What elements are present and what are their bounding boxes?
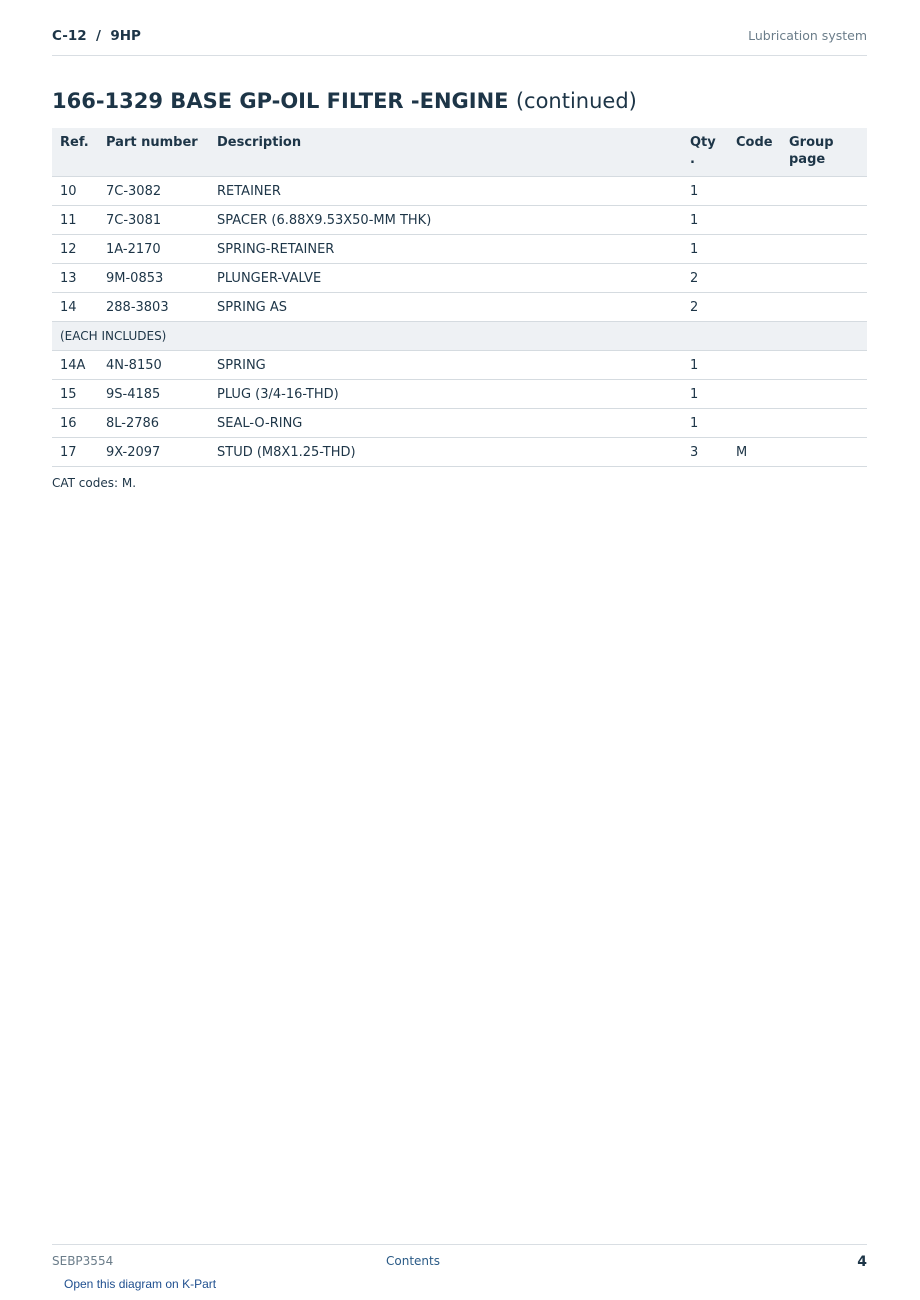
header-qty: Qty . [682, 128, 728, 177]
cell-part-number: 9X-2097 [98, 438, 209, 467]
cell-part-number: 4N-8150 [98, 351, 209, 380]
cell-group-page [781, 351, 867, 380]
cell-code [728, 351, 781, 380]
cell-ref: 13 [52, 264, 98, 293]
cell-qty: 1 [682, 235, 728, 264]
kpart-diagram-link[interactable]: Open this diagram on K-Part [64, 1277, 217, 1291]
cell-description: PLUNGER-VALVE [209, 264, 682, 293]
cell-group-page [781, 177, 867, 206]
cell-qty: 1 [682, 380, 728, 409]
page-header [52, 28, 867, 56]
table-row [52, 293, 867, 322]
cell-ref: 15 [52, 380, 98, 409]
cell-description: SPACER (6.88X9.53X50-MM THK) [209, 206, 682, 235]
cell-group-page [781, 409, 867, 438]
section-label: Lubrication system [748, 28, 867, 43]
cell-code [728, 380, 781, 409]
page-footer [52, 1244, 867, 1275]
cell-qty: 3 [682, 438, 728, 467]
table-row [52, 177, 867, 206]
cell-ref: 12 [52, 235, 98, 264]
cell-part-number: 288-3803 [98, 293, 209, 322]
header-code: Code [728, 128, 781, 177]
page-number: 4 [857, 1254, 867, 1270]
cell-part-number: 1A-2170 [98, 235, 209, 264]
cell-description: SEAL-O-RING [209, 409, 682, 438]
cell-part-number: 7C-3081 [98, 206, 209, 235]
cell-part-number: 9M-0853 [98, 264, 209, 293]
page-title [52, 89, 637, 113]
cell-description: SPRING [209, 351, 682, 380]
table-row [52, 235, 867, 264]
document-id: SEBP3554 [52, 1254, 114, 1268]
cell-group-page [781, 206, 867, 235]
header-group-page: Group page [781, 128, 867, 177]
cell-part-number: 8L-2786 [98, 409, 209, 438]
cell-ref: 16 [52, 409, 98, 438]
cell-ref: 10 [52, 177, 98, 206]
cell-description: SPRING AS [209, 293, 682, 322]
table-row [52, 438, 867, 467]
cell-part-number: 7C-3082 [98, 177, 209, 206]
cat-codes-note: CAT codes: M. [52, 476, 137, 490]
table-row [52, 206, 867, 235]
cell-part-number: 9S-4185 [98, 380, 209, 409]
cell-description: RETAINER [209, 177, 682, 206]
cell-ref: 14 [52, 293, 98, 322]
table-row [52, 380, 867, 409]
table-row [52, 264, 867, 293]
cell-description: SPRING-RETAINER [209, 235, 682, 264]
cell-code [728, 264, 781, 293]
cell-description: STUD (M8X1.25-THD) [209, 438, 682, 467]
table-header-row [52, 128, 867, 177]
cell-qty: 2 [682, 264, 728, 293]
title-suffix: (continued) [515, 89, 637, 113]
cell-code [728, 206, 781, 235]
cell-qty: 1 [682, 206, 728, 235]
table-row [52, 351, 867, 380]
includes-note: (EACH INCLUDES) [52, 322, 867, 351]
cell-code [728, 293, 781, 322]
cell-code [728, 235, 781, 264]
cell-code [728, 409, 781, 438]
table-row [52, 409, 867, 438]
cell-group-page [781, 438, 867, 467]
cell-group-page [781, 264, 867, 293]
cell-ref: 11 [52, 206, 98, 235]
cell-code: M [728, 438, 781, 467]
title-main: 166-1329 BASE GP-OIL FILTER -ENGINE [52, 89, 509, 113]
cell-ref: 17 [52, 438, 98, 467]
includes-note-row [52, 322, 867, 351]
cell-group-page [781, 235, 867, 264]
cell-ref: 14A [52, 351, 98, 380]
model-label: C-12 / 9HP [52, 28, 141, 44]
header-part-number: Part number [98, 128, 209, 177]
cell-qty: 1 [682, 177, 728, 206]
cell-description: PLUG (3/4-16-THD) [209, 380, 682, 409]
cell-qty: 1 [682, 409, 728, 438]
cell-group-page [781, 293, 867, 322]
cell-group-page [781, 380, 867, 409]
cell-qty: 1 [682, 351, 728, 380]
cell-qty: 2 [682, 293, 728, 322]
parts-table [52, 128, 867, 467]
contents-link[interactable]: Contents [386, 1254, 440, 1268]
header-ref: Ref. [52, 128, 98, 177]
header-description: Description [209, 128, 682, 177]
cell-code [728, 177, 781, 206]
